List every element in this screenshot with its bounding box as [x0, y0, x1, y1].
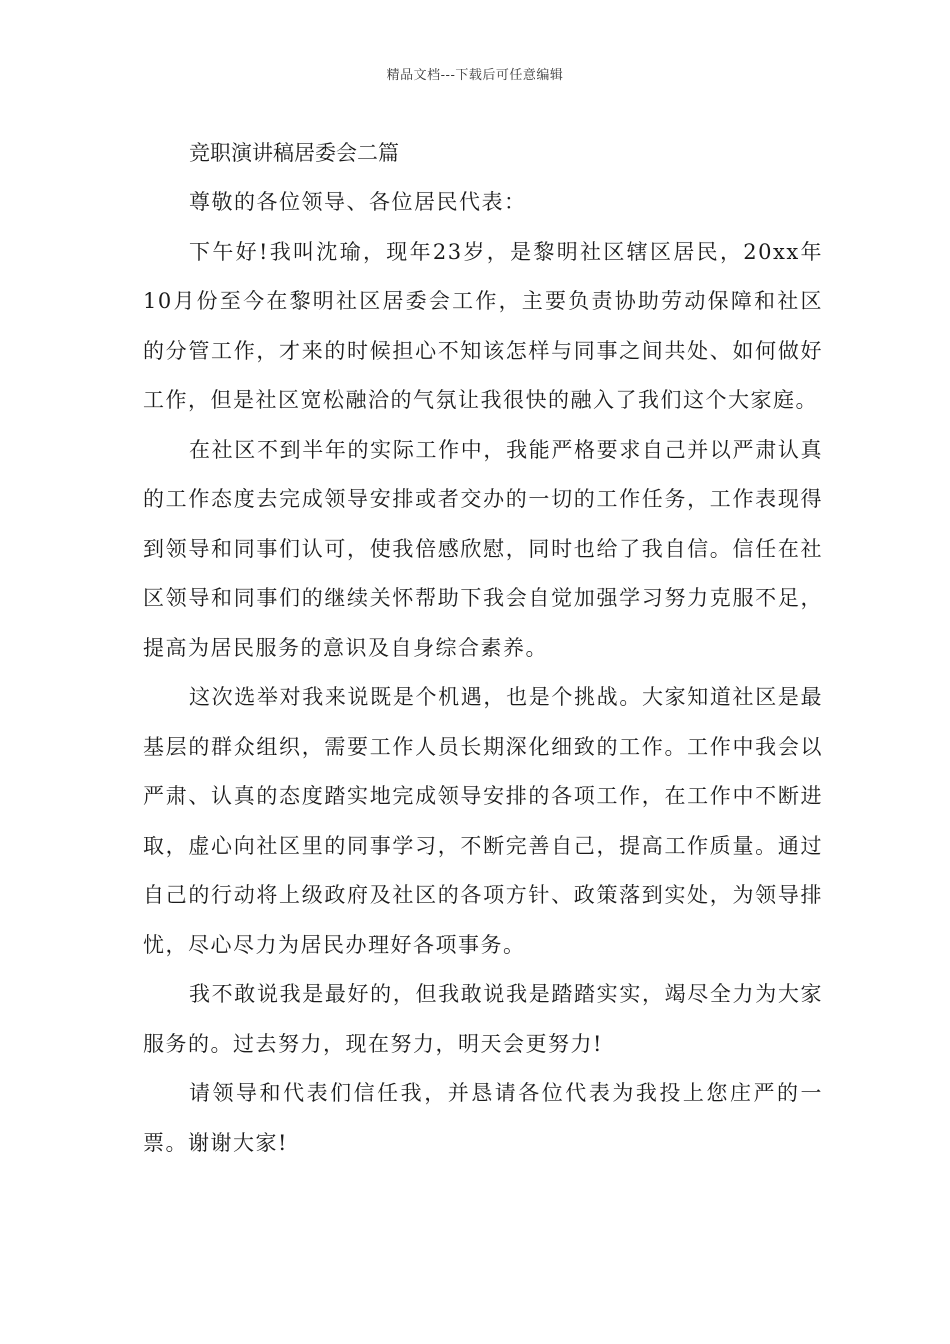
document-title: 竞职演讲稿居委会二篇	[189, 141, 399, 165]
header-note: 精品文档---下载后可任意编辑	[386, 68, 564, 83]
body-paragraph: 在社区不到半年的实际工作中，我能严格要求自己并以严肃认真的工作态度去完成领导安排或者交办的一切的工作任务，工作表现得到领导和同事们认可，使我倍感欣慰，同时也给了我自信。信任在社区领导和同事们的继续关怀帮助下我会自觉加强学习努力克服不足，提高为居民服务的意识及自身综合素养。	[143, 437, 823, 660]
body-paragraph: 我不敢说我是最好的，但我敢说我是踏踏实实，竭尽全力为大家服务的。过去努力，现在努力，明天会更努力!	[143, 982, 823, 1056]
body-paragraph: 这次选举对我来说既是个机遇，也是个挑战。大家知道社区是最基层的群众组织，需要工作人员长期深化细致的工作。工作中我会以严肃、认真的态度踏实地完成领导安排的各项工作，在工作中不断进取，虚心向社区里的同事学习，不断完善自己，提高工作质量。通过自己的行动将上级政府及社区的各项方针、政策落到实处，为领导排忧，尽心尽力为居民办理好各项事务。	[143, 685, 823, 957]
salutation-paragraph: 尊敬的各位领导、各位居民代表：	[189, 190, 527, 214]
document-body	[143, 128, 823, 1168]
closing-paragraph: 请领导和代表们信任我，并恳请各位代表为我投上您庄严的一票。谢谢大家!	[143, 1081, 823, 1155]
body-paragraph: 下午好!我叫沈瑜，现年23岁，是黎明社区辖区居民，20xx年10月份至今在黎明社区居委会工作，主要负责协助劳动保障和社区的分管工作，才来的时候担心不知该怎样与同事之间共处、如何做好工作，但是社区宽松融洽的气氛让我很快的融入了我们这个大家庭。	[143, 239, 823, 412]
